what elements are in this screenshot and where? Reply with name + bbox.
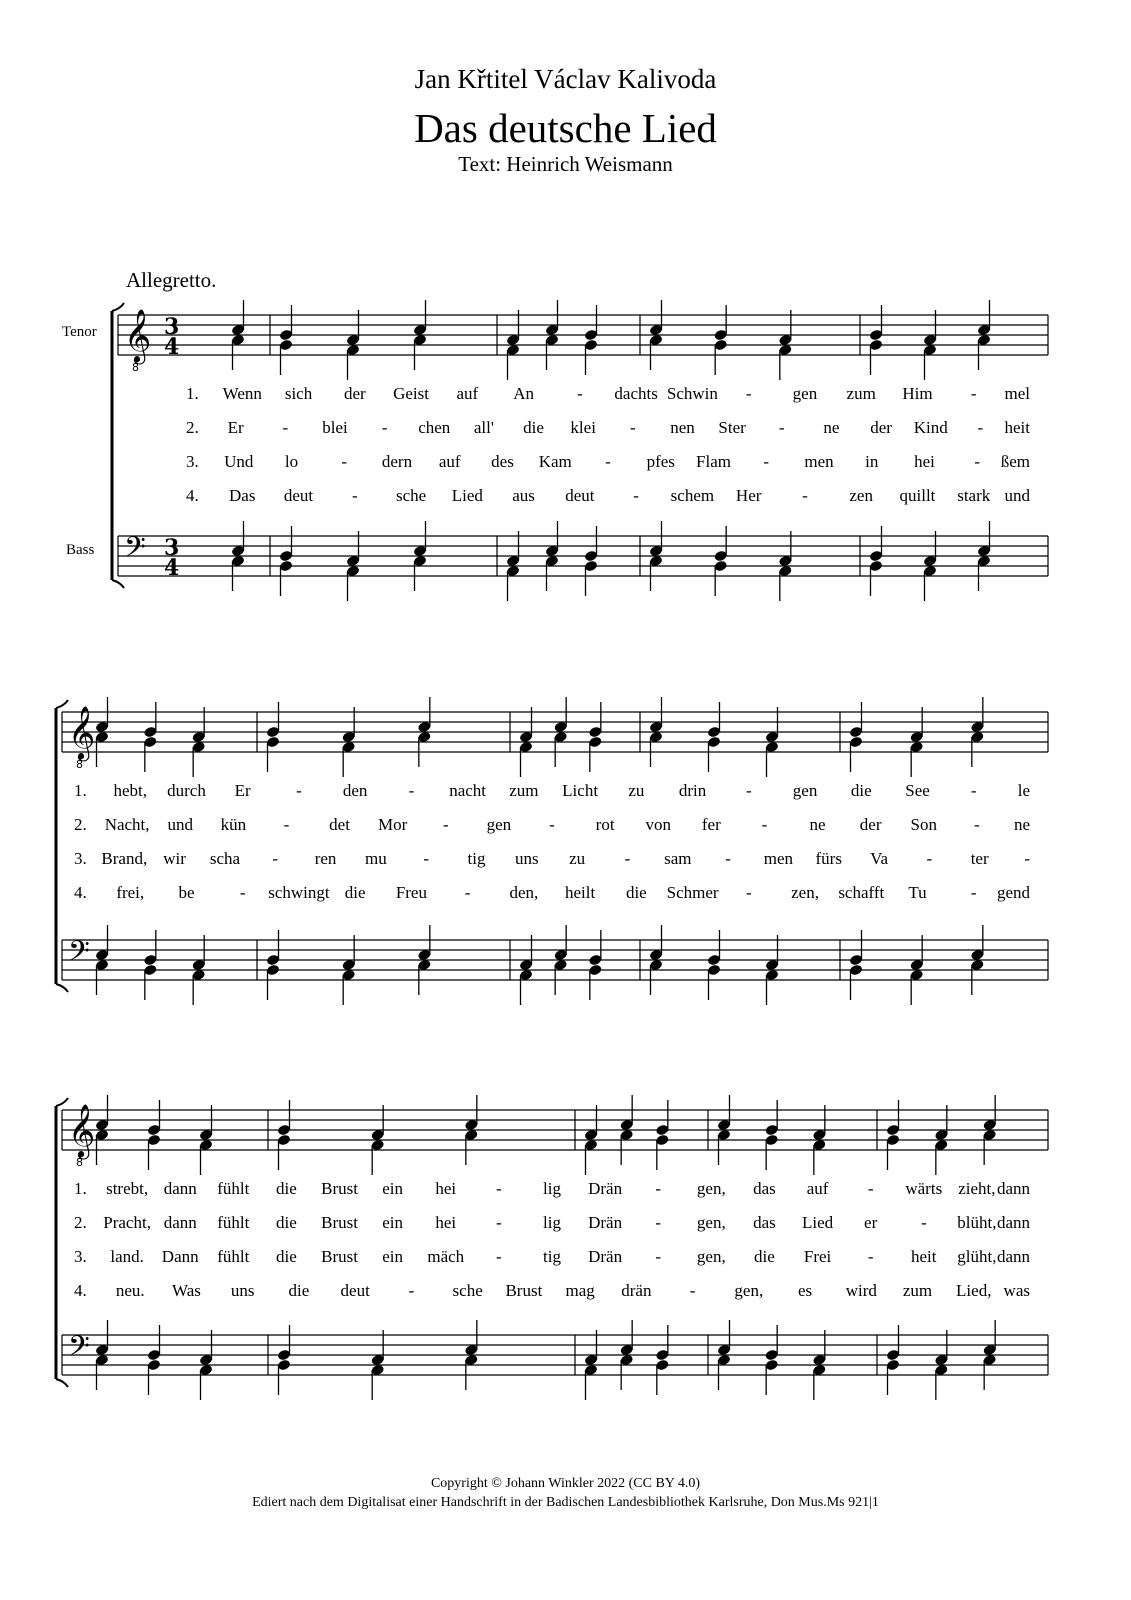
- lyric-syllable: gen,: [696, 1247, 726, 1266]
- lyric-syllable: Geist: [393, 384, 430, 403]
- lyric-syllable: -: [977, 418, 984, 437]
- lyric-syllable: ne: [823, 418, 840, 437]
- lyric-syllable: Er: [227, 418, 244, 437]
- lyric-syllable: -: [655, 1213, 662, 1232]
- lyric-syllable: deut: [340, 1281, 370, 1300]
- lyric-syllable: heit: [1004, 418, 1030, 437]
- lyric-syllable: -: [296, 781, 302, 800]
- lyric-syllable: das: [753, 1213, 776, 1232]
- lyric-syllable: glüht,: [957, 1247, 997, 1266]
- lyric-syllable: -: [970, 384, 977, 403]
- lyric-syllable: -: [745, 781, 752, 800]
- lyric-syllable: ter: [970, 849, 989, 868]
- lyric-syllable: -: [689, 1281, 696, 1300]
- lyric-syllable: -: [763, 452, 770, 471]
- lyric-syllable: deut: [565, 486, 595, 505]
- lyric-syllable: 2.: [74, 1213, 87, 1232]
- lyric-syllable: ein: [382, 1213, 404, 1232]
- bracket-hook-bottom: [112, 580, 124, 588]
- lyric-syllable: See: [905, 781, 930, 800]
- lyric-syllable: mel: [1004, 384, 1030, 403]
- lyric-syllable: zu: [628, 781, 645, 800]
- lyric-syllable: und: [167, 815, 193, 834]
- lyric-syllable: men: [763, 849, 794, 868]
- tempo-marking: Allegretto.: [126, 268, 217, 292]
- lyric-syllable: Her: [735, 486, 762, 505]
- lyric-syllable: wir: [163, 849, 186, 868]
- lyric-syllable: uns: [515, 849, 539, 868]
- lyric-syllable: blüht,: [957, 1213, 997, 1232]
- lyric-syllable: hei: [435, 1213, 457, 1232]
- source-line: Ediert nach dem Digitalisat einer Handschrift in der Badischen Landesbibliothek Karlsruhe, Don Mus.Ms 921|1: [252, 1495, 879, 1510]
- lyric-syllable: Pracht,: [103, 1213, 151, 1232]
- lyric-syllable: -: [624, 849, 631, 868]
- lyric-syllable: dern: [381, 452, 413, 471]
- lyric-syllable: in: [865, 452, 879, 471]
- lyric-syllable: zum: [846, 384, 876, 403]
- lyric-syllable: -: [496, 1213, 502, 1232]
- treble-clef-icon: 𝄞: [68, 705, 96, 759]
- lyric-syllable: die: [276, 1179, 297, 1198]
- lyric-syllable: 3.: [74, 849, 87, 868]
- lyric-syllable: wärts: [905, 1179, 943, 1198]
- lyric-syllable: -: [867, 1179, 874, 1198]
- system-2: [56, 697, 1048, 1005]
- lyric-syllable: -: [629, 418, 636, 437]
- lyric-syllable: -: [272, 849, 279, 868]
- lyric-syllable: klei: [570, 418, 596, 437]
- lyric-syllable: -: [239, 883, 246, 902]
- lyric-syllable: tig: [543, 1247, 561, 1266]
- text-credit: Text: Heinrich Weismann: [458, 152, 673, 176]
- lyric-syllable: chen: [418, 418, 451, 437]
- lyric-syllable: auf: [438, 452, 461, 471]
- bracket-hook-top: [56, 1098, 68, 1106]
- lyric-syllable: die: [523, 418, 544, 437]
- lyric-syllable: 4.: [74, 883, 87, 902]
- octave-mark: 8: [76, 1156, 83, 1169]
- lyric-syllable: sche: [452, 1281, 483, 1300]
- lyric-syllable: -: [496, 1179, 502, 1198]
- lyric-syllable: auf: [456, 384, 479, 403]
- lyric-syllable: sam: [664, 849, 692, 868]
- lyric-syllable: 4.: [74, 1281, 87, 1300]
- lyric-syllable: deut: [283, 486, 314, 505]
- lyric-syllable: -: [408, 781, 415, 800]
- lyric-syllable: Freu: [395, 883, 427, 902]
- lyric-syllable: -: [778, 418, 785, 437]
- lyric-syllable: 4.: [186, 486, 199, 505]
- lyric-syllable: dann: [163, 1179, 197, 1198]
- lyric-syllable: Kind: [913, 418, 948, 437]
- lyric-syllable: er: [864, 1213, 878, 1232]
- lyric-syllable: der: [343, 384, 366, 403]
- lyric-syllable: all': [473, 418, 494, 437]
- piece-title: Das deutsche Lied: [414, 105, 717, 151]
- lyric-syllable: dann: [996, 1179, 1030, 1198]
- lyric-syllable: fühlt: [217, 1213, 250, 1232]
- lyric-syllable: gen: [792, 781, 818, 800]
- lyric-syllable: dann: [996, 1213, 1030, 1232]
- lyric-syllable: fer: [701, 815, 721, 834]
- lyric-syllable: -: [867, 1247, 874, 1266]
- system-3: [56, 1095, 1048, 1400]
- lyric-syllable: die: [276, 1213, 297, 1232]
- lyric-syllable: -: [1024, 849, 1030, 868]
- lyric-syllable: die: [625, 883, 647, 902]
- lyric-syllable: wird: [845, 1281, 877, 1300]
- lyric-syllable: zen,: [791, 883, 819, 902]
- tenor-label: Tenor: [62, 324, 97, 340]
- lyric-syllable: det: [329, 815, 350, 834]
- lyric-syllable: rot: [595, 815, 615, 834]
- lyric-syllable: 2.: [74, 815, 87, 834]
- lyric-syllable: zen: [849, 486, 873, 505]
- lyric-syllable: die: [344, 883, 366, 902]
- lyric-syllable: Was: [172, 1281, 201, 1300]
- lyric-syllable: 1.: [74, 1179, 87, 1198]
- lyric-syllable: gen,: [696, 1213, 726, 1232]
- lyric-syllable: es: [797, 1281, 813, 1300]
- lyric-syllable: -: [926, 849, 933, 868]
- lyric-syllable: ne: [809, 815, 826, 834]
- lyric-syllable: -: [802, 486, 808, 505]
- lyric-syllable: ne: [1013, 815, 1030, 834]
- lyric-syllable: Lied: [801, 1213, 834, 1232]
- lyric-syllable: -: [577, 384, 583, 403]
- lyric-syllable: nen: [670, 418, 695, 437]
- lyric-syllable: -: [341, 452, 348, 471]
- lyric-syllable: dann: [996, 1247, 1030, 1266]
- time-signature-bottom: 4: [164, 334, 180, 360]
- lyric-syllable: -: [442, 815, 449, 834]
- lyric-syllable: Schwin: [666, 384, 718, 403]
- octave-mark: 8: [132, 361, 139, 374]
- lyric-syllable: -: [745, 384, 752, 403]
- lyric-syllable: und: [1004, 486, 1030, 505]
- lyric-syllable: auf: [806, 1179, 829, 1198]
- lyric-syllable: Dann: [161, 1247, 199, 1266]
- lyric-syllable: Brust: [505, 1281, 543, 1300]
- lyric-syllable: Tu: [908, 883, 927, 902]
- lyric-syllable: -: [970, 883, 977, 902]
- lyric-syllable: -: [745, 883, 752, 902]
- lyric-syllable: heilt: [565, 883, 596, 902]
- bass-clef-icon: 𝄢: [124, 531, 146, 571]
- lyric-syllable: neu.: [115, 1281, 145, 1300]
- lyric-syllable: 2.: [186, 418, 199, 437]
- lyric-syllable: mag: [565, 1281, 595, 1300]
- bracket-hook-top: [56, 700, 68, 708]
- lyric-syllable: lig: [543, 1213, 561, 1232]
- lyric-syllable: Brust: [321, 1213, 358, 1232]
- lyric-syllable: die: [288, 1281, 310, 1300]
- lyric-syllable: Flam: [696, 452, 731, 471]
- lyric-syllable: ßem: [1000, 452, 1030, 471]
- lyric-syllable: den: [342, 781, 368, 800]
- lyric-syllable: durch: [167, 781, 206, 800]
- lyric-syllable: blei: [322, 418, 348, 437]
- lyric-syllable: 1.: [74, 781, 87, 800]
- treble-clef-icon: 𝄞: [68, 1103, 96, 1157]
- lyric-syllable: kün: [220, 815, 247, 834]
- lyric-syllable: heit: [911, 1247, 937, 1266]
- lyric-syllable: lo: [284, 452, 299, 471]
- lyric-syllable: Frei: [803, 1247, 832, 1266]
- lyric-syllable: ein: [382, 1179, 404, 1198]
- lyric-syllable: Brust: [321, 1179, 358, 1198]
- lyric-syllable: die: [850, 781, 872, 800]
- lyric-syllable: Lied,: [956, 1281, 992, 1300]
- lyric-syllable: Brust: [321, 1247, 358, 1266]
- lyric-syllable: Nacht,: [104, 815, 150, 834]
- lyric-syllable: gen,: [696, 1179, 726, 1198]
- lyric-syllable: nacht: [449, 781, 487, 800]
- octave-mark: 8: [76, 758, 83, 771]
- lyric-syllable: 1.: [186, 384, 199, 403]
- lyric-syllable: -: [423, 849, 430, 868]
- lyric-syllable: des: [491, 452, 514, 471]
- lyric-syllable: 3.: [186, 452, 199, 471]
- bracket-hook-bottom: [56, 984, 68, 992]
- lyric-syllable: men: [804, 452, 834, 471]
- lyric-syllable: das: [753, 1179, 776, 1198]
- lyric-syllable: Wenn: [222, 384, 262, 403]
- lyric-syllable: Him: [902, 384, 933, 403]
- lyric-syllable: fühlt: [217, 1179, 250, 1198]
- lyric-syllable: hei: [435, 1179, 457, 1198]
- lyric-syllable: 3.: [74, 1247, 87, 1266]
- bracket-hook-bottom: [56, 1379, 68, 1387]
- lyric-syllable: schem: [670, 486, 715, 505]
- lyric-syllable: Va: [870, 849, 889, 868]
- lyric-syllable: gend: [996, 883, 1030, 902]
- lyric-syllable: gen: [486, 815, 512, 834]
- lyric-syllable: land.: [110, 1247, 144, 1266]
- lyric-syllable: uns: [230, 1281, 255, 1300]
- lyric-syllable: be: [178, 883, 195, 902]
- lyric-syllable: -: [920, 1213, 927, 1232]
- lyric-syllable: der: [859, 815, 882, 834]
- lyric-syllable: -: [605, 452, 611, 471]
- lyric-syllable: hebt,: [113, 781, 148, 800]
- lyric-syllable: -: [283, 815, 290, 834]
- bass-staff: [118, 531, 1048, 581]
- lyric-syllable: ren: [314, 849, 337, 868]
- lyric-syllable: -: [974, 452, 981, 471]
- lyric-syllable: den,: [509, 883, 539, 902]
- lyric-syllable: Und: [224, 452, 254, 471]
- lyric-syllable: Schmer: [666, 883, 719, 902]
- time-signature-bottom: 4: [164, 555, 180, 581]
- lyric-syllable: -: [282, 418, 289, 437]
- lyric-syllable: was: [1003, 1281, 1030, 1300]
- lyric-syllable: drin: [678, 781, 707, 800]
- lyric-syllable: An: [513, 384, 534, 403]
- lyric-syllable: -: [381, 418, 388, 437]
- lyric-syllable: der: [870, 418, 892, 437]
- copyright-line: Copyright © Johann Winkler 2022 (CC BY 4.0): [430, 1476, 701, 1491]
- bass-clef-icon: 𝄢: [68, 935, 90, 975]
- lyric-syllable: dachts: [614, 384, 658, 403]
- lyric-syllable: Drän: [588, 1247, 623, 1266]
- lyric-syllable: gen,: [734, 1281, 764, 1300]
- lyric-syllable: ein: [382, 1247, 404, 1266]
- lyric-syllable: Drän: [588, 1213, 623, 1232]
- lyric-syllable: Lied: [451, 486, 483, 505]
- lyric-syllable: sich: [284, 384, 313, 403]
- lyric-syllable: Brand,: [101, 849, 148, 868]
- lyric-syllable: tig: [467, 849, 486, 868]
- lyric-syllable: -: [633, 486, 639, 505]
- lyric-syllable: sche: [395, 486, 427, 505]
- lyric-syllable: -: [655, 1179, 662, 1198]
- lyric-syllable: drän: [621, 1281, 652, 1300]
- lyric-syllable: Kam: [538, 452, 572, 471]
- lyric-syllable: Er: [234, 781, 251, 800]
- lyric-syllable: -: [496, 1247, 502, 1266]
- lyric-syllable: zum: [902, 1281, 933, 1300]
- lyric-syllable: -: [549, 815, 555, 834]
- lyric-syllable: die: [754, 1247, 775, 1266]
- lyric-syllable: -: [725, 849, 731, 868]
- lyric-syllable: zieht,: [958, 1179, 996, 1198]
- lyric-syllable: schwingt: [268, 883, 330, 902]
- lyric-syllable: quillt: [899, 486, 936, 505]
- lyric-syllable: -: [655, 1247, 662, 1266]
- lyric-syllable: -: [408, 1281, 415, 1300]
- lyric-syllable: aus: [512, 486, 535, 505]
- lyric-syllable: mu: [365, 849, 387, 868]
- lyric-syllable: scha: [209, 849, 241, 868]
- lyric-syllable: strebt,: [106, 1179, 149, 1198]
- lyric-syllable: Das: [229, 486, 256, 505]
- lyric-syllable: -: [970, 781, 977, 800]
- lyric-syllable: zu: [569, 849, 586, 868]
- time-signature-top: 3: [164, 535, 180, 561]
- bracket-hook-top: [112, 303, 124, 311]
- bass-label: Bass: [66, 542, 95, 558]
- lyric-syllable: -: [974, 815, 980, 834]
- tenor-staff: [118, 308, 1048, 374]
- bass-clef-icon: 𝄢: [68, 1330, 90, 1370]
- lyric-syllable: zum: [509, 781, 539, 800]
- lyric-syllable: -: [351, 486, 358, 505]
- lyric-syllable: die: [276, 1247, 297, 1266]
- lyric-syllable: fürs: [815, 849, 842, 868]
- lyric-syllable: hei: [914, 452, 935, 471]
- lyric-syllable: mäch: [427, 1247, 465, 1266]
- lyric-syllable: Son: [910, 815, 938, 834]
- lyric-syllable: Licht: [562, 781, 599, 800]
- lyric-syllable: gen: [792, 384, 818, 403]
- lyric-syllable: Ster: [718, 418, 746, 437]
- lyric-syllable: fühlt: [217, 1247, 250, 1266]
- lyric-syllable: pfes: [646, 452, 675, 471]
- lyric-syllable: le: [1017, 781, 1030, 800]
- lyric-syllable: -: [464, 883, 471, 902]
- lyric-syllable: von: [645, 815, 671, 834]
- system-1: [112, 300, 1048, 601]
- treble-clef-icon: 𝄞: [124, 308, 152, 362]
- lyric-syllable: schafft: [838, 883, 885, 902]
- lyric-syllable: Drän: [588, 1179, 623, 1198]
- lyric-syllable: frei,: [116, 883, 145, 902]
- lyric-syllable: lig: [543, 1179, 561, 1198]
- lyric-syllable: stark: [957, 486, 991, 505]
- lyric-syllable: Mor: [378, 815, 408, 834]
- composer-name: Jan Křtitel Václav Kalivoda: [414, 64, 717, 94]
- lyric-syllable: dann: [163, 1213, 197, 1232]
- time-signature-top: 3: [164, 314, 180, 340]
- lyric-syllable: -: [761, 815, 768, 834]
